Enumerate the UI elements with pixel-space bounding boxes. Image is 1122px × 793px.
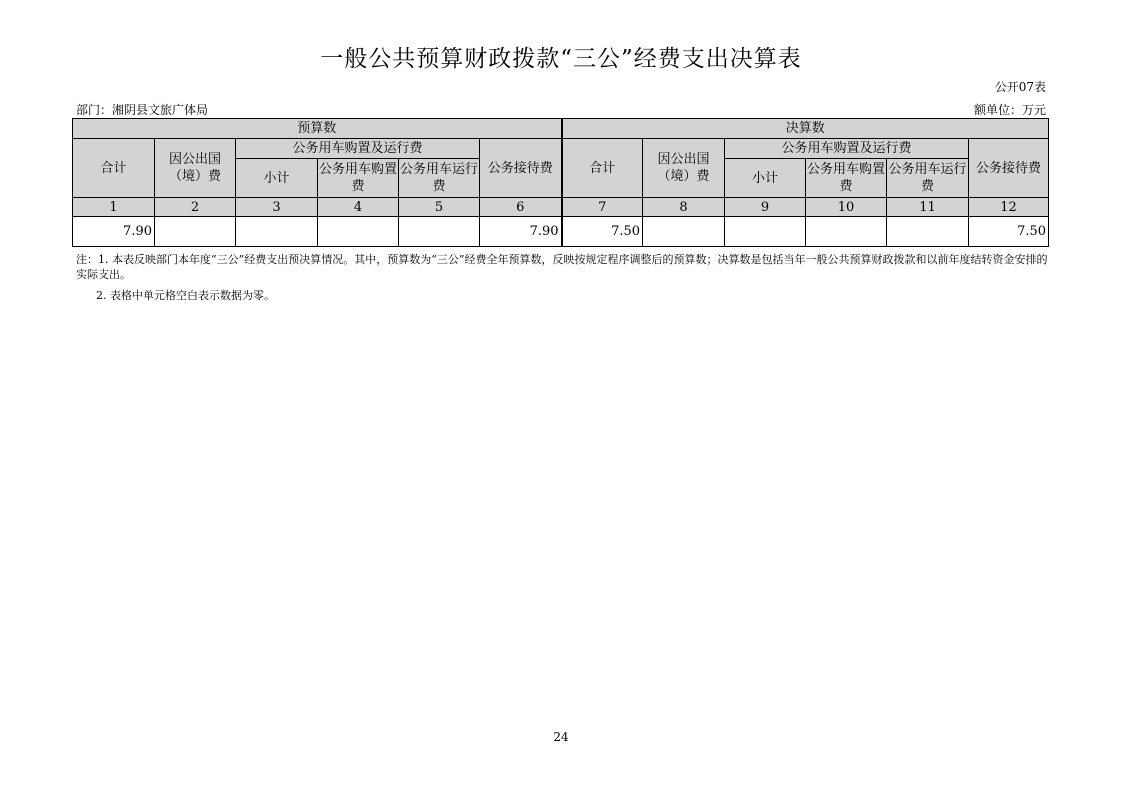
budget-group-header: 预算数 (73, 119, 562, 139)
column-number: 8 (643, 198, 725, 217)
three-public-expense-table (72, 118, 1049, 247)
page-title: 一般公共预算财政拨款“三公”经费支出决算表 (320, 46, 802, 72)
budget-vehicle-operation-header: 公务用车运行费 (399, 159, 480, 198)
table-cell (399, 217, 480, 247)
budget-vehicle-purchase-header: 公务用车购置费 (318, 159, 399, 198)
budget-abroad-header: 因公出国（境）费 (155, 139, 236, 198)
table-cell: 7.50 (562, 217, 643, 247)
column-number: 11 (887, 198, 969, 217)
column-number: 12 (969, 198, 1049, 217)
budget-reception-header: 公务接待费 (480, 139, 562, 198)
column-number: 4 (318, 198, 399, 217)
column-number: 5 (399, 198, 480, 217)
note-1: 注：1. 本表反映部门本年度“三公”经费支出预决算情况。其中，预算数为“三公”经费全年预算数，反映按规定程序调整后的预算数；决算数是包括当年一般公共预算财政拨款和以前年度结转资金安排的实际支出。 (76, 253, 1048, 281)
final-vehicle-group-header: 公务用车购置及运行费 (725, 139, 969, 159)
table-cell (643, 217, 725, 247)
note-2: 2. 表格中单元格空白表示数据为零。 (96, 289, 275, 302)
final-vehicle-operation-header: 公务用车运行费 (887, 159, 969, 198)
table-cell (887, 217, 969, 247)
department-label: 部门：湘阴县文旅广体局 (76, 103, 209, 117)
column-number: 6 (480, 198, 562, 217)
table-cell (806, 217, 887, 247)
final-abroad-header: 因公出国（境）费 (643, 139, 725, 198)
column-number: 1 (73, 198, 155, 217)
table-cell (318, 217, 399, 247)
table-cell (725, 217, 806, 247)
table-cell: 7.50 (969, 217, 1049, 247)
final-group-header: 决算数 (562, 119, 1049, 139)
budget-vehicle-group-header: 公务用车购置及运行费 (236, 139, 480, 159)
unit-label: 额单位：万元 (973, 103, 1046, 117)
page-number: 24 (553, 730, 569, 744)
form-code: 公开07表 (994, 80, 1046, 94)
column-number: 2 (155, 198, 236, 217)
final-subtotal-header: 小计 (725, 159, 806, 198)
budget-subtotal-header: 小计 (236, 159, 318, 198)
column-number: 10 (806, 198, 887, 217)
final-reception-header: 公务接待费 (969, 139, 1049, 198)
table-cell (236, 217, 318, 247)
table-cell: 7.90 (480, 217, 562, 247)
final-vehicle-purchase-header: 公务用车购置费 (806, 159, 887, 198)
column-number: 3 (236, 198, 318, 217)
table-cell (155, 217, 236, 247)
column-number: 9 (725, 198, 806, 217)
column-number: 7 (562, 198, 643, 217)
table-cell: 7.90 (73, 217, 155, 247)
final-total-header: 合计 (562, 139, 643, 198)
budget-total-header: 合计 (73, 139, 155, 198)
